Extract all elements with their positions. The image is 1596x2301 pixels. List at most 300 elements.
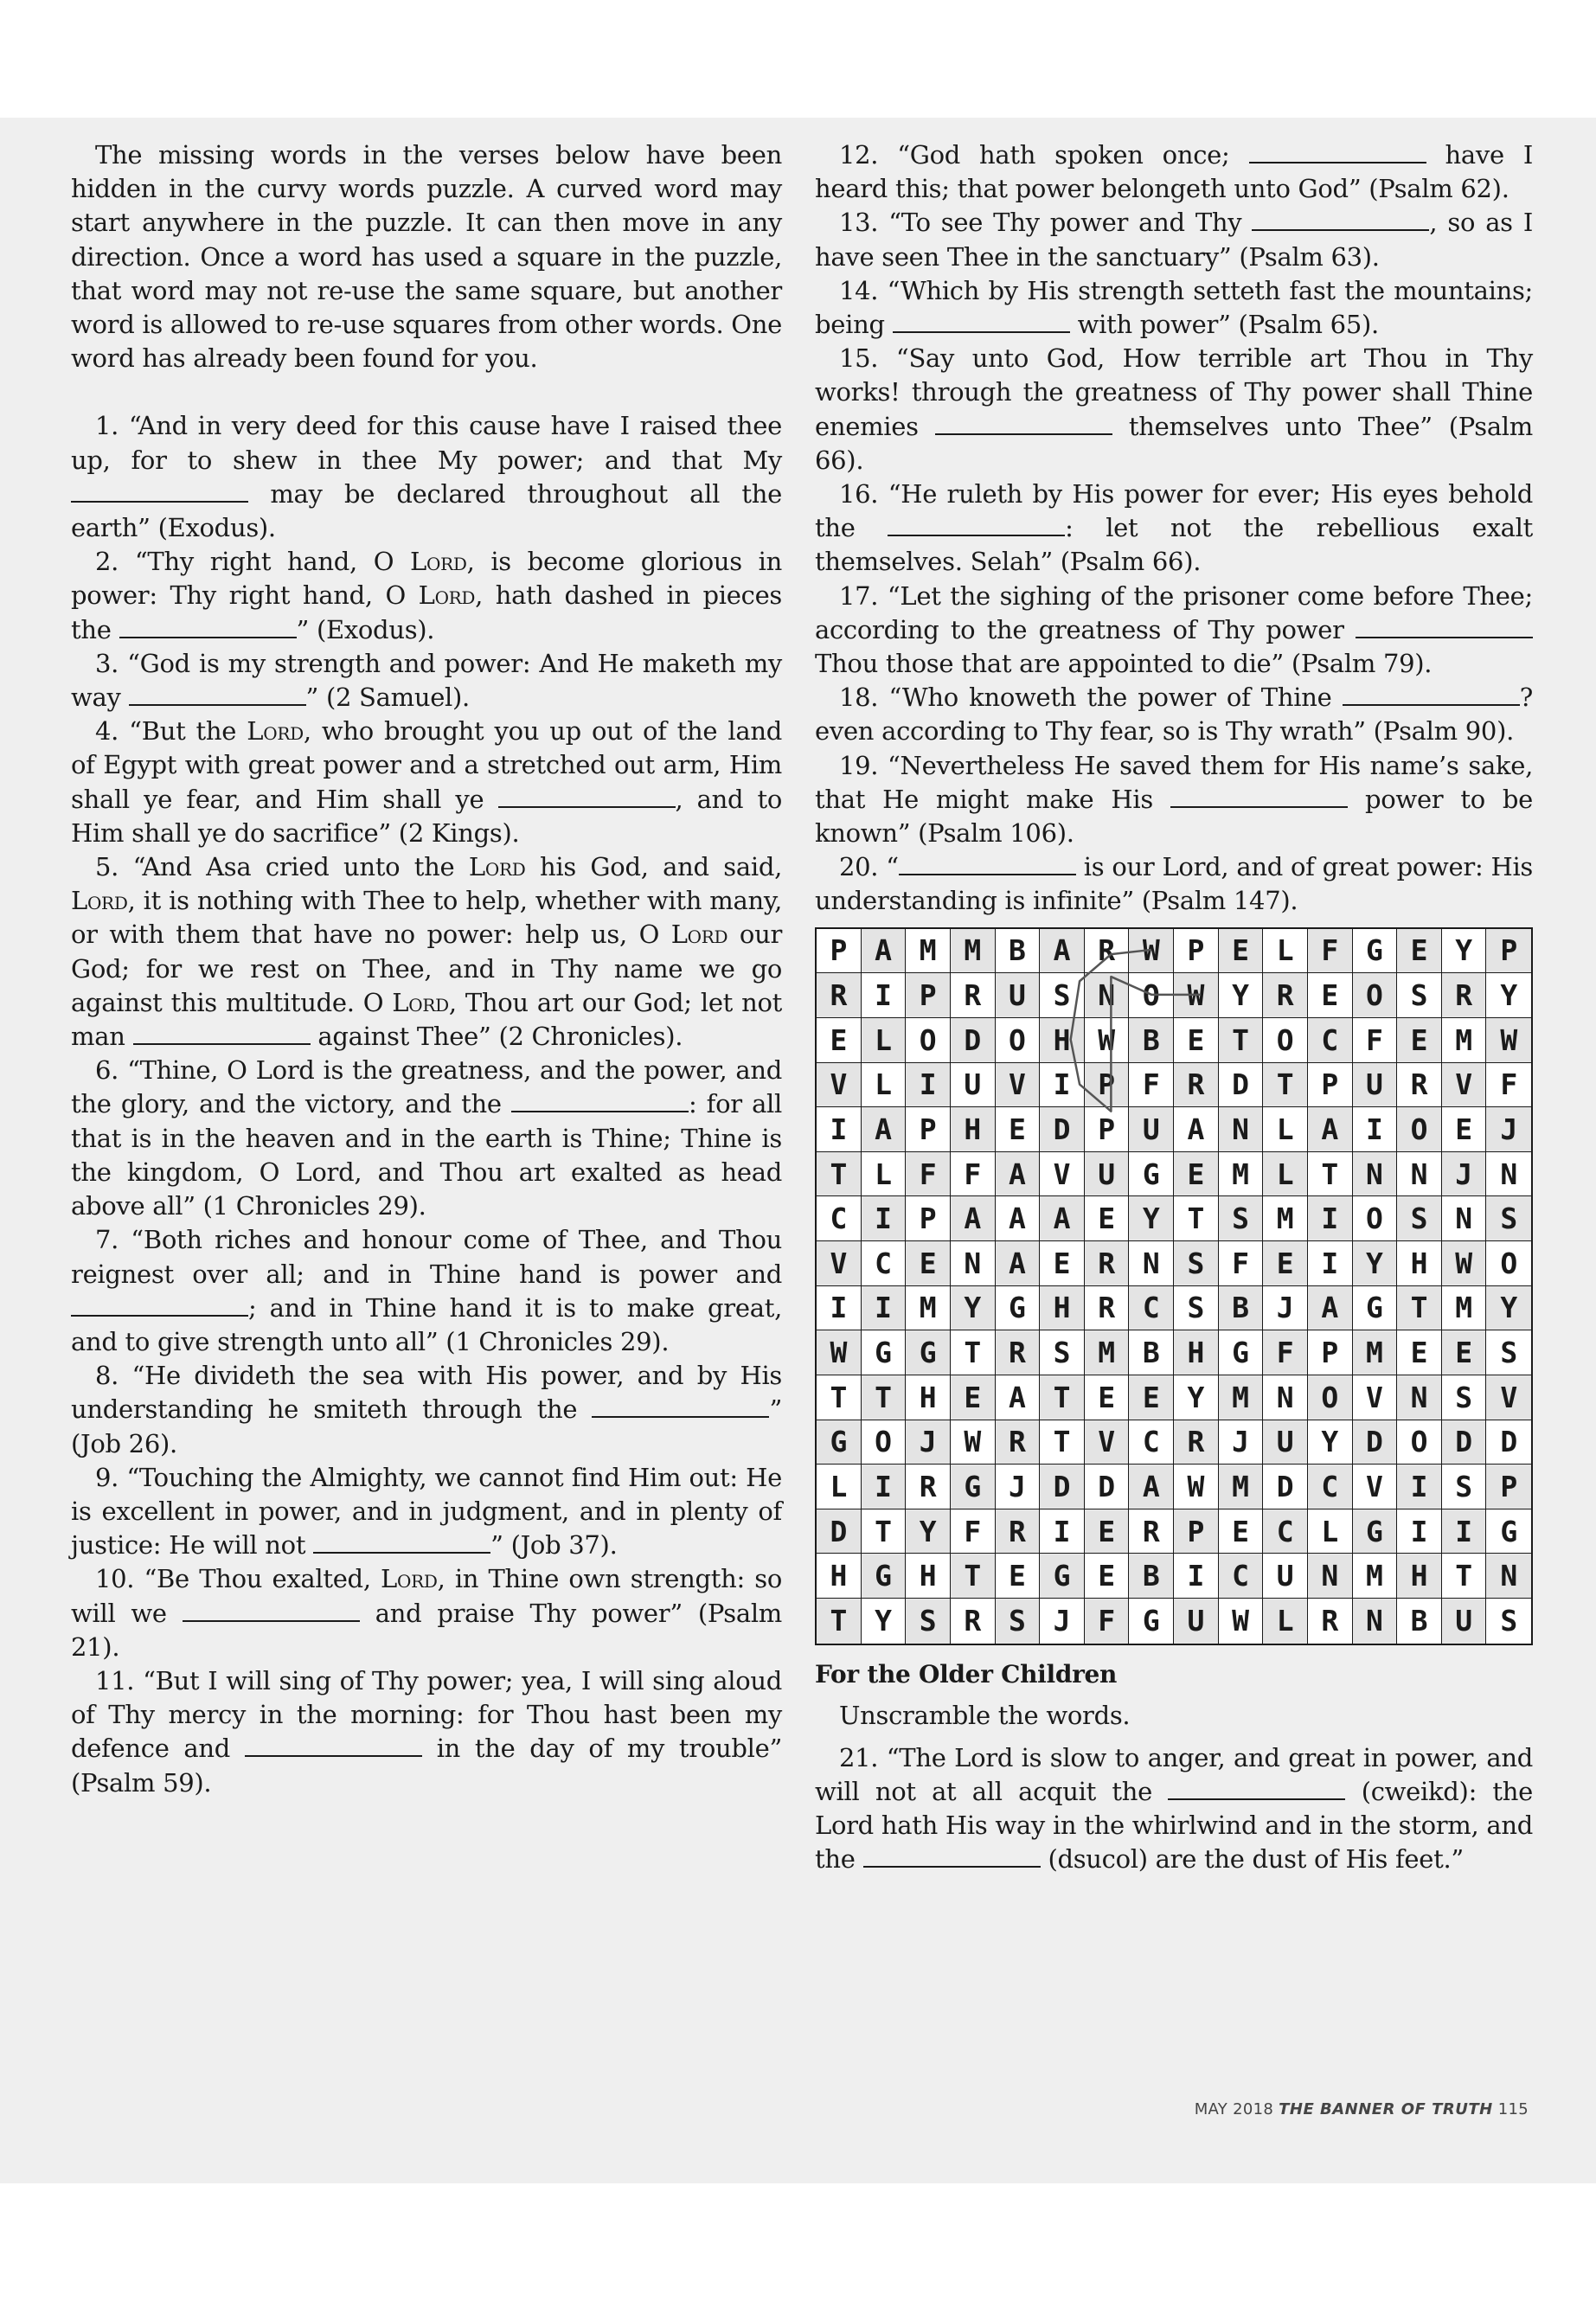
grid-cell[interactable]: G [817, 1420, 862, 1465]
grid-cell[interactable]: F [1219, 1241, 1264, 1286]
grid-cell[interactable]: G [1353, 929, 1398, 974]
grid-cell[interactable]: I [906, 1063, 951, 1108]
grid-cell[interactable]: I [1397, 1465, 1442, 1509]
grid-cell[interactable]: A [862, 1107, 907, 1152]
grid-cell[interactable]: F [1353, 1018, 1398, 1063]
grid-cell[interactable]: A [996, 1196, 1041, 1241]
grid-cell[interactable]: D [1263, 1465, 1308, 1509]
grid-cell[interactable]: D [1353, 1420, 1398, 1465]
grid-cell[interactable]: U [1174, 1599, 1219, 1644]
grid-cell[interactable]: S [1442, 1375, 1487, 1420]
verse-18: 18. “Who knoweth the power of Thine ? even according to Thy fear, so is Thy wrath” (Psalm 90). [815, 683, 1533, 747]
grid-cell[interactable]: L [817, 1465, 862, 1509]
grid-cell[interactable]: C [1129, 1420, 1174, 1465]
grid-cell[interactable]: L [1263, 1107, 1308, 1152]
grid-cell[interactable]: P [1174, 1509, 1219, 1554]
answer-blank [129, 685, 306, 706]
grid-cell[interactable]: Y [1174, 1375, 1219, 1420]
grid-cell[interactable]: L [1263, 1152, 1308, 1197]
grid-cell[interactable]: G [951, 1465, 996, 1509]
answer-blank [592, 1397, 769, 1418]
grid-cell[interactable]: L [1308, 1509, 1353, 1554]
grid-cell[interactable]: I [862, 1465, 907, 1509]
grid-cell[interactable]: H [1397, 1241, 1442, 1286]
grid-cell[interactable]: Y [951, 1286, 996, 1331]
grid-cell[interactable]: E [996, 1107, 1041, 1152]
grid-cell[interactable]: P [1486, 929, 1531, 974]
grid-cell[interactable]: G [1219, 1330, 1264, 1375]
grid-cell[interactable]: A [996, 1241, 1041, 1286]
grid-cell[interactable]: R [1308, 1599, 1353, 1644]
grid-cell[interactable]: S [1219, 1196, 1264, 1241]
answer-blank [1168, 1779, 1345, 1800]
grid-cell[interactable]: A [1129, 1465, 1174, 1509]
grid-cell[interactable]: U [1353, 1063, 1398, 1108]
grid-cell[interactable]: P [906, 973, 951, 1018]
grid-cell[interactable]: W [1174, 973, 1219, 1018]
grid-cell[interactable]: V [1442, 1063, 1487, 1108]
grid-cell[interactable]: J [1219, 1420, 1264, 1465]
grid-cell[interactable]: U [996, 973, 1041, 1018]
verse-12: 12. “God hath spoken once; have I heard this; that power belongeth unto God” (Psalm 62). [815, 140, 1534, 204]
grid-cell[interactable]: N [1353, 1152, 1398, 1197]
grid-cell[interactable]: G [1486, 1509, 1531, 1554]
grid-cell[interactable]: R [1085, 929, 1130, 974]
grid-cell[interactable]: R [951, 973, 996, 1018]
verse-9: 9. “Touching the Almighty, we cannot find Him out: He is excellent in power, and in judgment, and in plenty of justice: He will not ” (Job 37). [71, 1462, 782, 1561]
grid-cell[interactable]: I [1174, 1554, 1219, 1599]
verse-5: 5. “And Asa cried unto the Lord his God, and said, Lord, it is nothing with Thee to help, whether with many, or with them that have no power: help us, O Lord our God; for we rest on Thee, and in Thy name we go against this multitude. O Lord, Thou art our God; let not man against Thee” (2 Chronicles). [71, 852, 783, 1052]
grid-cell[interactable]: D [1085, 1465, 1130, 1509]
grid-cell[interactable]: N [1085, 973, 1130, 1018]
grid-cell[interactable]: E [1129, 1375, 1174, 1420]
grid-cell[interactable]: M [1353, 1554, 1398, 1599]
grid-cell[interactable]: S [1500, 1604, 1517, 1638]
grid-cell[interactable]: Y [1486, 1286, 1531, 1331]
grid-cell[interactable]: W [1174, 1465, 1219, 1509]
grid-cell[interactable]: A [1040, 1196, 1085, 1241]
grid-cell[interactable]: E [1263, 1241, 1308, 1286]
grid-cell[interactable]: M [951, 929, 996, 974]
grid-cell[interactable]: R [1263, 973, 1308, 1018]
grid-cell[interactable]: D [1219, 1063, 1264, 1108]
grid-cell[interactable]: G [996, 1286, 1041, 1331]
grid-cell[interactable]: A [996, 1375, 1041, 1420]
grid-cell[interactable]: A [951, 1196, 996, 1241]
grid-cell[interactable]: V [817, 1063, 862, 1108]
grid-cell[interactable]: I [817, 1107, 862, 1152]
grid-cell[interactable]: T [1308, 1152, 1353, 1197]
grid-cell[interactable]: N [1397, 1152, 1442, 1197]
grid-cell[interactable]: T [1174, 1196, 1219, 1241]
grid-cell[interactable]: E [1308, 973, 1353, 1018]
grid-cell[interactable]: U [1129, 1107, 1174, 1152]
grid-cell[interactable]: O [906, 1018, 951, 1063]
answer-blank [935, 414, 1112, 435]
grid-cell[interactable]: I [1442, 1509, 1487, 1554]
grid-cell[interactable]: D [1040, 1107, 1085, 1152]
page-footer [1195, 2100, 1529, 2118]
answer-blank [183, 1601, 360, 1622]
grid-cell[interactable]: I [862, 1286, 907, 1331]
grid-cell[interactable]: J [906, 1420, 951, 1465]
grid-cell[interactable]: M [1442, 1018, 1487, 1063]
grid-cell[interactable]: N [1397, 1375, 1442, 1420]
grid-cell[interactable]: S [906, 1599, 951, 1644]
grid-cell[interactable]: C [862, 1241, 907, 1286]
left-column [71, 138, 782, 1800]
verse-2: 2. “Thy right hand, O Lord, is become glorious in power: Thy right hand, O Lord, hath dashed in pieces the ” (Exodus). [71, 547, 783, 644]
verse-11: 11. “But I will sing of Thy power; yea, I will sing aloud of Thy mercy in the morning: for Thou hast been my defence and in the day of my trouble” (Psalm 59). [71, 1665, 783, 1798]
grid-cell[interactable]: C [1263, 1509, 1308, 1554]
grid-cell[interactable]: H [1040, 1018, 1085, 1063]
grid-cell[interactable]: R [1397, 1063, 1442, 1108]
grid-cell[interactable]: H [906, 1375, 951, 1420]
grid-cell[interactable]: L [862, 1152, 907, 1197]
grid-cell[interactable]: T [1219, 1018, 1264, 1063]
grid-cell[interactable]: N [1486, 1554, 1531, 1599]
grid-cell[interactable]: M [1353, 1330, 1398, 1375]
verse-17: 17. “Let the sighing of the prisoner come before Thee; according to the greatness of Thy power Thou those that are appointed to die” (Psalm 79). [815, 580, 1533, 679]
grid-cell[interactable]: E [1085, 1509, 1130, 1554]
verse-7: 7. “Both riches and honour come of Thee, and Thou reignest over all; and in Thine hand is power and ; and in Thine hand it is to make great, and to give strength unto all” (1 Chronicles 29). [71, 1225, 782, 1356]
grid-cell[interactable]: O [862, 1420, 907, 1465]
grid-cell[interactable]: Y [906, 1509, 951, 1554]
footer-date: MAY 2018 [1194, 2100, 1274, 2118]
grid-cell[interactable]: I [1040, 1509, 1085, 1554]
grid-cell[interactable]: N [1263, 1375, 1308, 1420]
grid-cell[interactable]: C [817, 1196, 862, 1241]
grid-cell[interactable]: A [862, 929, 907, 974]
verse-14: 14. “Which by His strength setteth fast the mountains; being with power” (Psalm 65). [815, 275, 1533, 340]
grid-cell[interactable]: L [1263, 1599, 1308, 1644]
grid-cell[interactable]: U [1085, 1152, 1130, 1197]
grid-cell[interactable]: C [1219, 1554, 1264, 1599]
grid-cell[interactable]: W [951, 1420, 996, 1465]
grid-cell[interactable]: S [1174, 1241, 1219, 1286]
grid-cell[interactable]: L [862, 1018, 907, 1063]
grid-cell[interactable]: D [951, 1018, 996, 1063]
grid-cell[interactable]: E [1397, 1330, 1442, 1375]
grid-cell[interactable]: T [862, 1509, 907, 1554]
grid-cell[interactable]: S [1040, 1330, 1085, 1375]
grid-cell[interactable]: I [817, 1286, 862, 1331]
grid-cell[interactable]: R [996, 1420, 1041, 1465]
grid-cell[interactable]: S [1486, 1196, 1531, 1241]
grid-cell[interactable]: U [1442, 1599, 1487, 1644]
grid-cell[interactable]: T [951, 1554, 996, 1599]
grid-cell[interactable]: G [1353, 1509, 1398, 1554]
grid-cell[interactable]: W [1085, 1018, 1130, 1063]
grid-cell[interactable]: I [1353, 1107, 1398, 1152]
grid-cell[interactable]: C [1129, 1286, 1174, 1331]
answer-blank [1343, 685, 1520, 706]
grid-cell[interactable]: R [1129, 1509, 1174, 1554]
grid-cell[interactable]: N [1219, 1107, 1264, 1152]
grid-cell[interactable]: E [1219, 1509, 1264, 1554]
right-column [815, 138, 1533, 1877]
grid-cell[interactable]: N [1129, 1241, 1174, 1286]
grid-cell[interactable]: R [1085, 1241, 1130, 1286]
grid-cell[interactable]: Y [1219, 973, 1264, 1018]
grid-cell[interactable]: D [1040, 1465, 1085, 1509]
answer-blank [71, 482, 248, 503]
grid-cell[interactable]: E [1442, 1330, 1487, 1375]
grid-cell[interactable]: T [817, 1599, 862, 1644]
grid-cell[interactable]: G [1129, 1599, 1174, 1644]
verse-4: 4. “But the Lord, who brought you up out of the land of Egypt with great power and a stretched out arm, Him shall ye fear, and Him shall ye , and to Him shall ye do sacrifice” (2 Kings). [71, 716, 783, 848]
answer-blank [888, 516, 1065, 536]
grid-cell[interactable]: P [1174, 929, 1219, 974]
grid-cell[interactable]: E [1397, 1018, 1442, 1063]
grid-cell[interactable]: R [906, 1465, 951, 1509]
grid-cell[interactable]: B [996, 929, 1041, 974]
grid-cell[interactable]: W [1442, 1241, 1487, 1286]
grid-cell[interactable]: T [1040, 1375, 1085, 1420]
grid-cell[interactable]: B [1129, 1018, 1174, 1063]
grid-cell[interactable]: F [1085, 1599, 1130, 1644]
grid-cell[interactable]: N [951, 1241, 996, 1286]
grid-cell[interactable]: G [862, 1330, 907, 1375]
grid-cell[interactable]: D [1442, 1420, 1487, 1465]
grid-cell[interactable]: L [1263, 929, 1308, 974]
answer-blank [511, 1092, 689, 1112]
grid-cell[interactable]: A [1308, 1286, 1353, 1331]
grid-cell[interactable]: M [1219, 1152, 1264, 1197]
grid-cell[interactable]: F [951, 1509, 996, 1554]
grid-cell[interactable]: G [862, 1554, 907, 1599]
grid-cell[interactable]: J [1442, 1152, 1487, 1197]
grid-cell[interactable]: C [1308, 1018, 1353, 1063]
grid-cell[interactable]: M [1085, 1330, 1130, 1375]
grid-cell[interactable]: O [996, 1018, 1041, 1063]
grid-cell[interactable]: T [1263, 1063, 1308, 1108]
grid-cell[interactable]: G [906, 1330, 951, 1375]
grid-cell[interactable]: E [1442, 1107, 1487, 1152]
grid-cell[interactable]: M [906, 929, 951, 974]
answer-blank [1356, 618, 1533, 638]
grid-cell[interactable]: A [1308, 1107, 1353, 1152]
grid-cell[interactable]: S [1397, 1196, 1442, 1241]
verse-3: 3. “God is my strength and power: And He maketh my way ” (2 Samuel). [71, 648, 782, 713]
grid-cell[interactable]: P [906, 1196, 951, 1241]
footer-magazine: THE BANNER OF TRUTH [1279, 2100, 1493, 2118]
grid-cell[interactable]: S [1040, 973, 1085, 1018]
grid-cell[interactable]: O [1308, 1375, 1353, 1420]
verse-6: 6. “Thine, O Lord is the greatness, and the power, and the glory, and the victory, and the : for all that is in the heaven and in the earth is Thine; Thine is the kingdom, O Lord, and Thou art exalted as head above all” (1 Chronicles 29). [71, 1055, 783, 1221]
grid-cell[interactable]: P [1085, 1063, 1130, 1108]
grid-cell[interactable]: O [1486, 1241, 1531, 1286]
grid-cell[interactable]: W [1129, 929, 1174, 974]
grid-cell[interactable]: B [1219, 1286, 1264, 1331]
grid-cell[interactable]: F [1308, 929, 1353, 974]
grid-cell[interactable]: V [1353, 1465, 1398, 1509]
grid-cell[interactable]: P [817, 929, 862, 974]
grid-cell[interactable]: Y [1353, 1241, 1398, 1286]
grid-cell[interactable]: H [951, 1107, 996, 1152]
grid-cell[interactable]: G [1129, 1152, 1174, 1197]
grid-cell[interactable]: A [1174, 1107, 1219, 1152]
verse-1: 1. “And in very deed for this cause have I raised thee up, for to shew in thee My power; and that My may be declared throughout all the earth” (Exodus). [71, 411, 783, 543]
answer-blank [119, 618, 297, 638]
grid-cell[interactable]: H [906, 1554, 951, 1599]
grid-cell[interactable]: R [996, 1330, 1041, 1375]
grid-cell[interactable]: E [1397, 929, 1442, 974]
grid-cell[interactable]: R [951, 1599, 996, 1644]
grid-cell[interactable]: I [862, 973, 907, 1018]
grid-cell[interactable]: A [996, 1152, 1041, 1197]
grid-cell[interactable]: E [1174, 1152, 1219, 1197]
answer-blank [1252, 210, 1429, 231]
grid-cell[interactable]: T [1397, 1286, 1442, 1331]
grid-cell[interactable]: P [1308, 1063, 1353, 1108]
grid-cell[interactable]: F [951, 1152, 996, 1197]
grid-cell[interactable]: T [951, 1330, 996, 1375]
grid-cell[interactable]: Y [1129, 1196, 1174, 1241]
grid-cell[interactable]: O [1129, 973, 1174, 1018]
grid-cell[interactable]: V [996, 1063, 1041, 1108]
grid-cell[interactable]: R [1174, 1063, 1219, 1108]
grid-cell[interactable]: J [1486, 1107, 1531, 1152]
grid-cell[interactable]: P [1486, 1465, 1531, 1509]
grid-cell[interactable]: H [1397, 1554, 1442, 1599]
grid-cell[interactable]: W [1486, 1018, 1531, 1063]
grid-cell[interactable]: M [1263, 1196, 1308, 1241]
grid-cell[interactable]: E [1174, 1018, 1219, 1063]
grid-cell[interactable]: E [906, 1241, 951, 1286]
grid-cell[interactable]: W [1219, 1599, 1264, 1644]
grid-cell[interactable]: O [1397, 1107, 1442, 1152]
grid-cell[interactable]: F [1129, 1063, 1174, 1108]
grid-cell[interactable]: V [1040, 1152, 1085, 1197]
grid-cell[interactable]: T [817, 1375, 862, 1420]
grid-cell[interactable]: Y [1308, 1420, 1353, 1465]
grid-cell[interactable]: F [906, 1152, 951, 1197]
grid-cell[interactable]: V [1486, 1375, 1531, 1420]
grid-cell[interactable]: D [817, 1509, 862, 1554]
grid-cell[interactable]: B [1397, 1599, 1442, 1644]
grid-cell[interactable]: S [1174, 1286, 1219, 1331]
answer-blank [893, 312, 1070, 333]
grid-cell[interactable]: P [1308, 1330, 1353, 1375]
answer-blank [1249, 143, 1426, 163]
grid-cell[interactable]: R [1442, 973, 1487, 1018]
grid-cell[interactable]: R [1174, 1420, 1219, 1465]
grid-cell[interactable]: I [862, 1196, 907, 1241]
footer-page-number: 115 [1497, 2100, 1529, 2118]
grid-cell[interactable]: N [1442, 1196, 1487, 1241]
grid-cell[interactable]: Y [1486, 973, 1531, 1018]
grid-cell[interactable]: E [1040, 1241, 1085, 1286]
grid-cell[interactable]: N [1486, 1152, 1531, 1197]
grid-cell[interactable]: E [951, 1375, 996, 1420]
answer-blank [899, 855, 1076, 875]
grid-cell[interactable]: O [1397, 1420, 1442, 1465]
grid-cell[interactable]: E [1085, 1196, 1130, 1241]
curvy-words-puzzle [815, 927, 1533, 1645]
grid-cell[interactable]: A [1040, 929, 1085, 974]
grid-cell[interactable]: Y [862, 1599, 907, 1644]
grid-cell[interactable]: F [1486, 1063, 1531, 1108]
grid-cell[interactable]: E [817, 1018, 862, 1063]
grid-cell[interactable]: S [996, 1599, 1041, 1644]
grid-cell[interactable]: O [1263, 1018, 1308, 1063]
grid-cell[interactable]: S [1397, 973, 1442, 1018]
grid-cell[interactable]: R [996, 1509, 1041, 1554]
grid-cell[interactable]: E [996, 1554, 1041, 1599]
grid-cell[interactable]: D [1486, 1420, 1531, 1465]
grid-cell[interactable]: R [817, 973, 862, 1018]
grid-cell[interactable]: T [817, 1152, 862, 1197]
grid-cell[interactable]: W [817, 1330, 862, 1375]
grid-cell[interactable]: I [1308, 1241, 1353, 1286]
grid-cell[interactable]: O [1353, 973, 1398, 1018]
grid-cell[interactable]: V [817, 1241, 862, 1286]
grid-cell[interactable]: E [1085, 1375, 1130, 1420]
grid-cell[interactable]: U [951, 1063, 996, 1108]
grid-cell[interactable]: I [1397, 1509, 1442, 1554]
verse-10: 10. “Be Thou exalted, Lord, in Thine own strength: so will we and praise Thy power” (Psalm 21). [71, 1564, 783, 1662]
grid-cell[interactable]: T [1040, 1420, 1085, 1465]
grid-cell[interactable]: F [1263, 1330, 1308, 1375]
grid-cell[interactable]: H [1174, 1330, 1219, 1375]
grid-cell[interactable]: N [1353, 1599, 1398, 1644]
grid-cell[interactable]: T [862, 1375, 907, 1420]
grid-cell[interactable]: S [1442, 1465, 1487, 1509]
grid-cell[interactable]: B [1129, 1554, 1174, 1599]
verse-8: 8. “He divideth the sea with His power, and by His understanding he smiteth through the ” (Job 26). [71, 1361, 782, 1458]
answer-blank [498, 787, 676, 808]
grid-cell[interactable]: P [1085, 1107, 1130, 1152]
grid-cell[interactable]: G [1353, 1286, 1398, 1331]
grid-cell[interactable]: O [1353, 1196, 1398, 1241]
grid-cell[interactable]: E [1085, 1554, 1130, 1599]
grid-cell[interactable]: H [1040, 1286, 1085, 1331]
verse-13: 13. “To see Thy power and Thy , so as I have seen Thee in the sanctuary” (Psalm 63). [815, 208, 1533, 272]
grid-cell[interactable]: I [1040, 1063, 1085, 1108]
grid-cell[interactable]: T [1442, 1554, 1487, 1599]
grid-cell[interactable]: U [1263, 1420, 1308, 1465]
grid-cell[interactable]: M [1442, 1286, 1487, 1331]
grid-cell[interactable]: H [817, 1554, 862, 1599]
grid-cell[interactable]: V [1353, 1375, 1398, 1420]
grid-cell[interactable]: S [1486, 1330, 1531, 1375]
grid-cell[interactable]: L [862, 1063, 907, 1108]
grid-cell[interactable]: R [1085, 1286, 1130, 1331]
answer-blank [313, 1533, 490, 1554]
grid-cell[interactable]: G [1040, 1554, 1085, 1599]
grid-cell[interactable]: B [1129, 1330, 1174, 1375]
grid-cell[interactable]: J [996, 1465, 1041, 1509]
intro-paragraph: The missing words in the verses below have been hidden in the curvy words puzzle. A curved word may start anywhere in the puzzle. It can then move in any direction. Once a word has used a square in the puzzle, that word may not re-use the same square, but another word is allowed to re-use squares from other words. One word has already been found for you. [71, 140, 782, 374]
grid-cell[interactable]: J [1040, 1599, 1085, 1644]
grid-cell[interactable]: J [1263, 1286, 1308, 1331]
grid-cell[interactable]: I [1308, 1196, 1353, 1241]
grid-cell[interactable]: N [1308, 1554, 1353, 1599]
grid-cell[interactable]: V [1085, 1420, 1130, 1465]
grid-cell[interactable]: Y [1442, 929, 1487, 974]
answer-blank [863, 1847, 1041, 1868]
grid-cell[interactable]: U [1263, 1554, 1308, 1599]
grid-cell[interactable]: E [1219, 929, 1264, 974]
grid-cell[interactable]: M [1219, 1465, 1264, 1509]
verse-15: 15. “Say unto God, How terrible art Thou in Thy works! through the greatness of Thy power shall Thine enemies themselves unto Thee” (Psalm 66). [815, 343, 1533, 475]
answer-blank [71, 1296, 248, 1317]
grid-cell[interactable]: C [1308, 1465, 1353, 1509]
grid-cell[interactable]: P [906, 1107, 951, 1152]
grid-cell[interactable]: M [906, 1286, 951, 1331]
grid-cell[interactable]: M [1219, 1375, 1264, 1420]
